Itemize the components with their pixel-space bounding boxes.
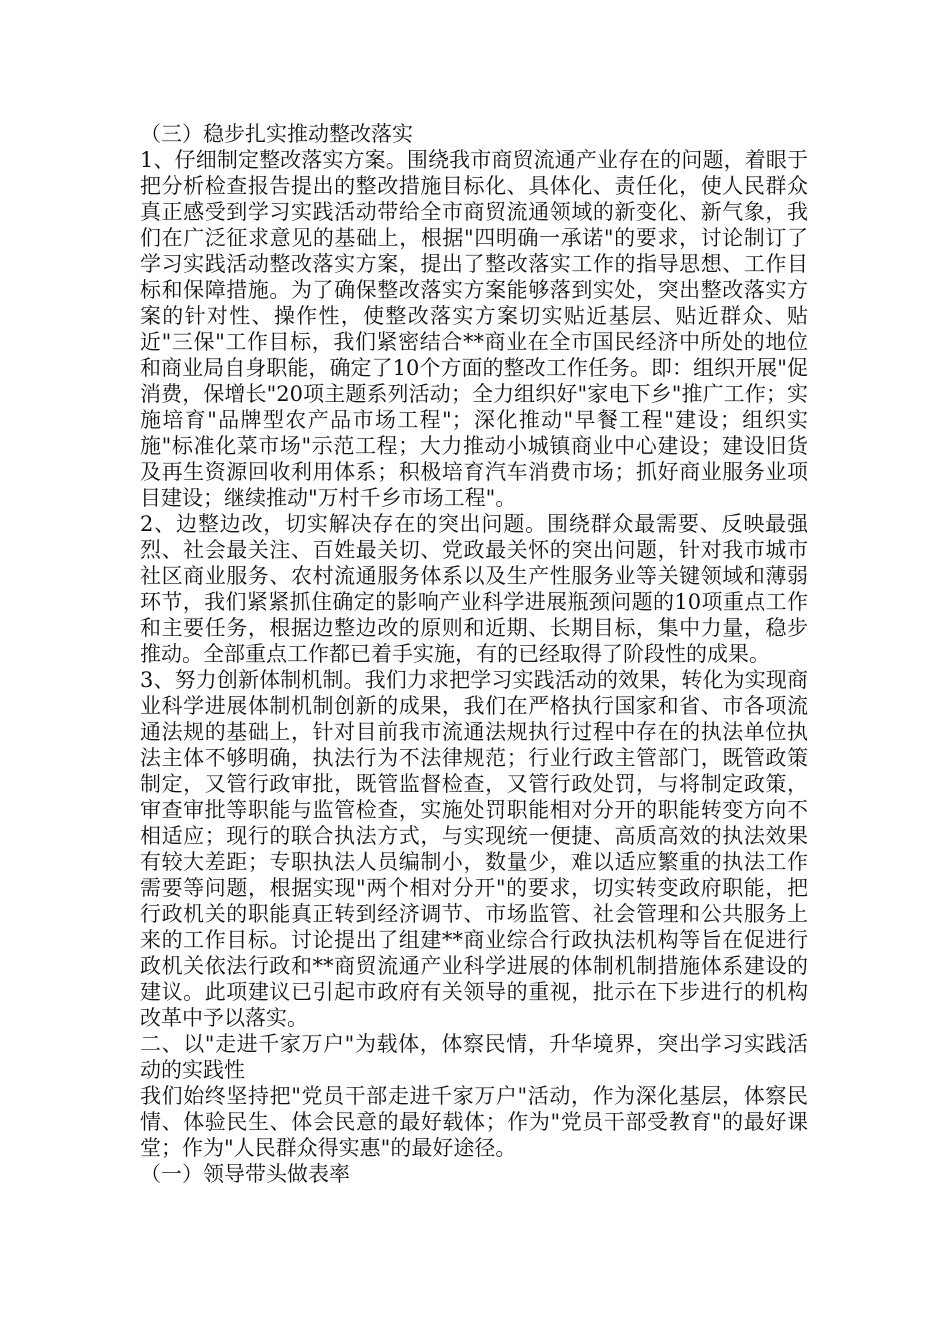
paragraph: 2、边整边改，切实解决存在的突出问题。围绕群众最需要、反映最强烈、社会最关注、百姓最关切、党政最关怀的突出问题，针对我市城市社区商业服务、农村流通服务体系以及生产性服务业等关键领域和薄弱环节，我们紧紧抓住确定的影响产业科学进展瓶颈问题的10项重点工作和主要任务，根据边整边改的原则和近期、长期目标，集中力量，稳步推动。全部重点工作都已着手实施，有的已经取得了阶段性的成果。: [140, 512, 808, 666]
paragraph: 3、努力创新体制机制。我们力求把学习实践活动的效果，转化为实现商业科学进展体制机制创新的成果，我们在严格执行国家和省、市各项流通法规的基础上，针对目前我市流通法规执行过程中存在的执法单位执法主体不够明确，执法行为不法律规范；行业行政主管部门，既管政策制定，又管行政审批，既管监督检查，又管行政处罚，与将制定政策，审查审批等职能与监管检查，实施处罚职能相对分开的职能转变方向不相适应；现行的联合执法方式，与实现统一便捷、高质高效的执法效果有较大差距；专职执法人员编制小，数量少，难以适应繁重的执法工作需要等问题，根据实现"两个相对分开"的要求，切实转变政府职能，把行政机关的职能真正转到经济调节、市场监管、社会管理和公共服务上来的工作目标。讨论提出了组建**商业综合行政执法机构等旨在促进行政机关依法行政和**商贸流通产业科学进展的体制机制措施体系建设的建议。此项建议已引起市政府有关领导的重视，批示在下步进行的机构改革中予以落实。: [140, 668, 808, 1030]
paragraph: 我们始终坚持把"党员干部走进千家万户"活动，作为深化基层，体察民情、体验民生、体会民意的最好载体；作为"党员干部受教育"的最好课堂；作为"人民群众得实惠"的最好途径。: [140, 1084, 808, 1160]
section-heading: （一）领导带头做表率: [140, 1162, 350, 1186]
section-heading: 二、以"走进千家万户"为载体，体察民情，升华境界，突出学习实践活动的实践性: [140, 1032, 808, 1082]
section-heading: （三）稳步扎实推动整改落实: [140, 122, 413, 146]
document-body: [140, 121, 808, 1187]
paragraph: 1、仔细制定整改落实方案。围绕我市商贸流通产业存在的问题，着眼于把分析检查报告提出的整改措施目标化、具体化、责任化，使人民群众真正感受到学习实践活动带给全市商贸流通领域的新变化、新气象，我们在广泛征求意见的基础上，根据"四明确一承诺"的要求，讨论制订了学习实践活动整改落实方案，提出了整改落实工作的指导思想、工作目标和保障措施。为了确保整改落实方案能够落到实处，突出整改落实方案的针对性、操作性，使整改落实方案切实贴近基层、贴近群众、贴近"三保"工作目标，我们紧密结合**商业在全市国民经济中所处的地位和商业局自身职能，确定了10个方面的整改工作任务。即：组织开展"促消费，保增长"20项主题系列活动；全力组织好"家电下乡"推广工作；实施培育"品牌型农产品市场工程"；深化推动"早餐工程"建设；组织实施"标准化菜市场"示范工程；大力推动小城镇商业中心建设；建设旧货及再生资源回收利用体系；积极培育汽车消费市场；抓好商业服务业项目建设；继续推动"万村千乡市场工程"。: [140, 148, 808, 510]
